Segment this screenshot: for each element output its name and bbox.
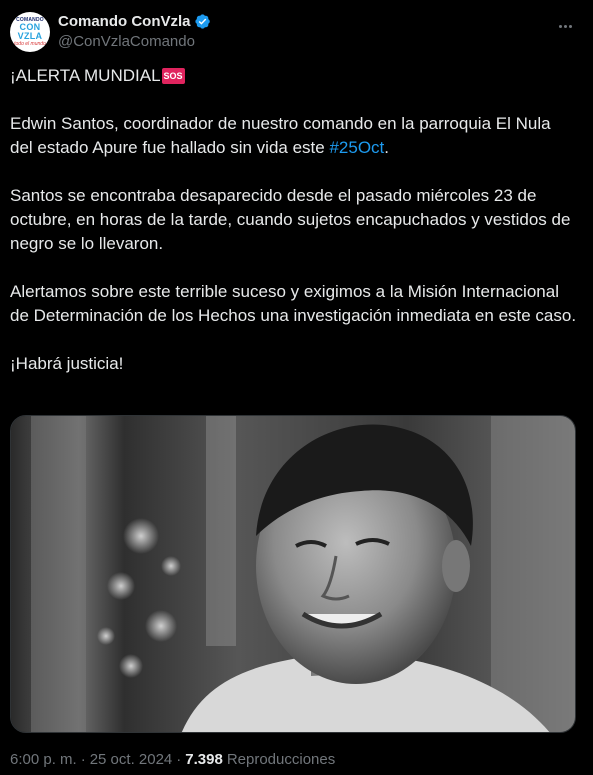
hashtag-link[interactable]: #25Oct xyxy=(329,138,385,157)
paragraph-2: Santos se encontraba desaparecido desde el pasado miércoles 23 de octubre, en horas de la tarde, cuando sujetos encapuchados y vestidos de negro se lo llevaron. xyxy=(10,186,571,253)
more-options-button[interactable] xyxy=(553,14,577,38)
avatar-logo-line2: CON xyxy=(19,21,41,32)
tweet-date[interactable]: 25 oct. 2024 xyxy=(89,751,173,768)
avatar-logo-line1: COMANDO xyxy=(16,16,44,23)
alert-title: ¡ALERTA MUNDIAL xyxy=(10,66,161,85)
sos-emoji-icon: SOS xyxy=(162,68,185,84)
paragraph-1-text: Edwin Santos, coordinador de nuestro comando en la parroquia El Nula del estado Apure fue hallado sin vida este xyxy=(10,114,551,157)
meta-separator-2: · xyxy=(176,751,182,768)
tweet-text xyxy=(10,64,577,376)
more-horizontal-icon xyxy=(559,25,562,28)
tweet-time[interactable]: 6:00 p. m. xyxy=(10,751,77,768)
paragraph-4: ¡Habrá justicia! xyxy=(10,354,124,373)
verified-badge-icon xyxy=(194,13,211,30)
meta-separator-1: · xyxy=(80,751,86,768)
author-handle[interactable]: @ConVzlaComando xyxy=(58,33,195,50)
tweet-photo[interactable] xyxy=(10,415,576,733)
avatar[interactable] xyxy=(10,12,50,52)
avatar-logo-script: todo el mundo xyxy=(14,40,46,47)
paragraph-3: Alertamos sobre este terrible suceso y exigimos a la Misión Internacional de Determinación de los Hechos una investigación inmediata en este caso. xyxy=(10,282,577,325)
paragraph-1 xyxy=(10,112,577,160)
avatar-logo-line3: VZLA xyxy=(17,30,43,41)
views-label: Reproducciones xyxy=(226,751,336,768)
tweet-meta xyxy=(10,751,335,768)
tweet-header xyxy=(10,8,577,56)
display-name-row xyxy=(58,13,211,30)
views-count: 7.398 xyxy=(185,751,223,768)
paragraph-1-end: . xyxy=(384,138,389,157)
photo-portrait xyxy=(11,416,576,733)
display-name[interactable]: Comando ConVzla xyxy=(58,13,191,30)
author-names xyxy=(58,13,211,50)
alert-title-paragraph xyxy=(10,64,577,88)
